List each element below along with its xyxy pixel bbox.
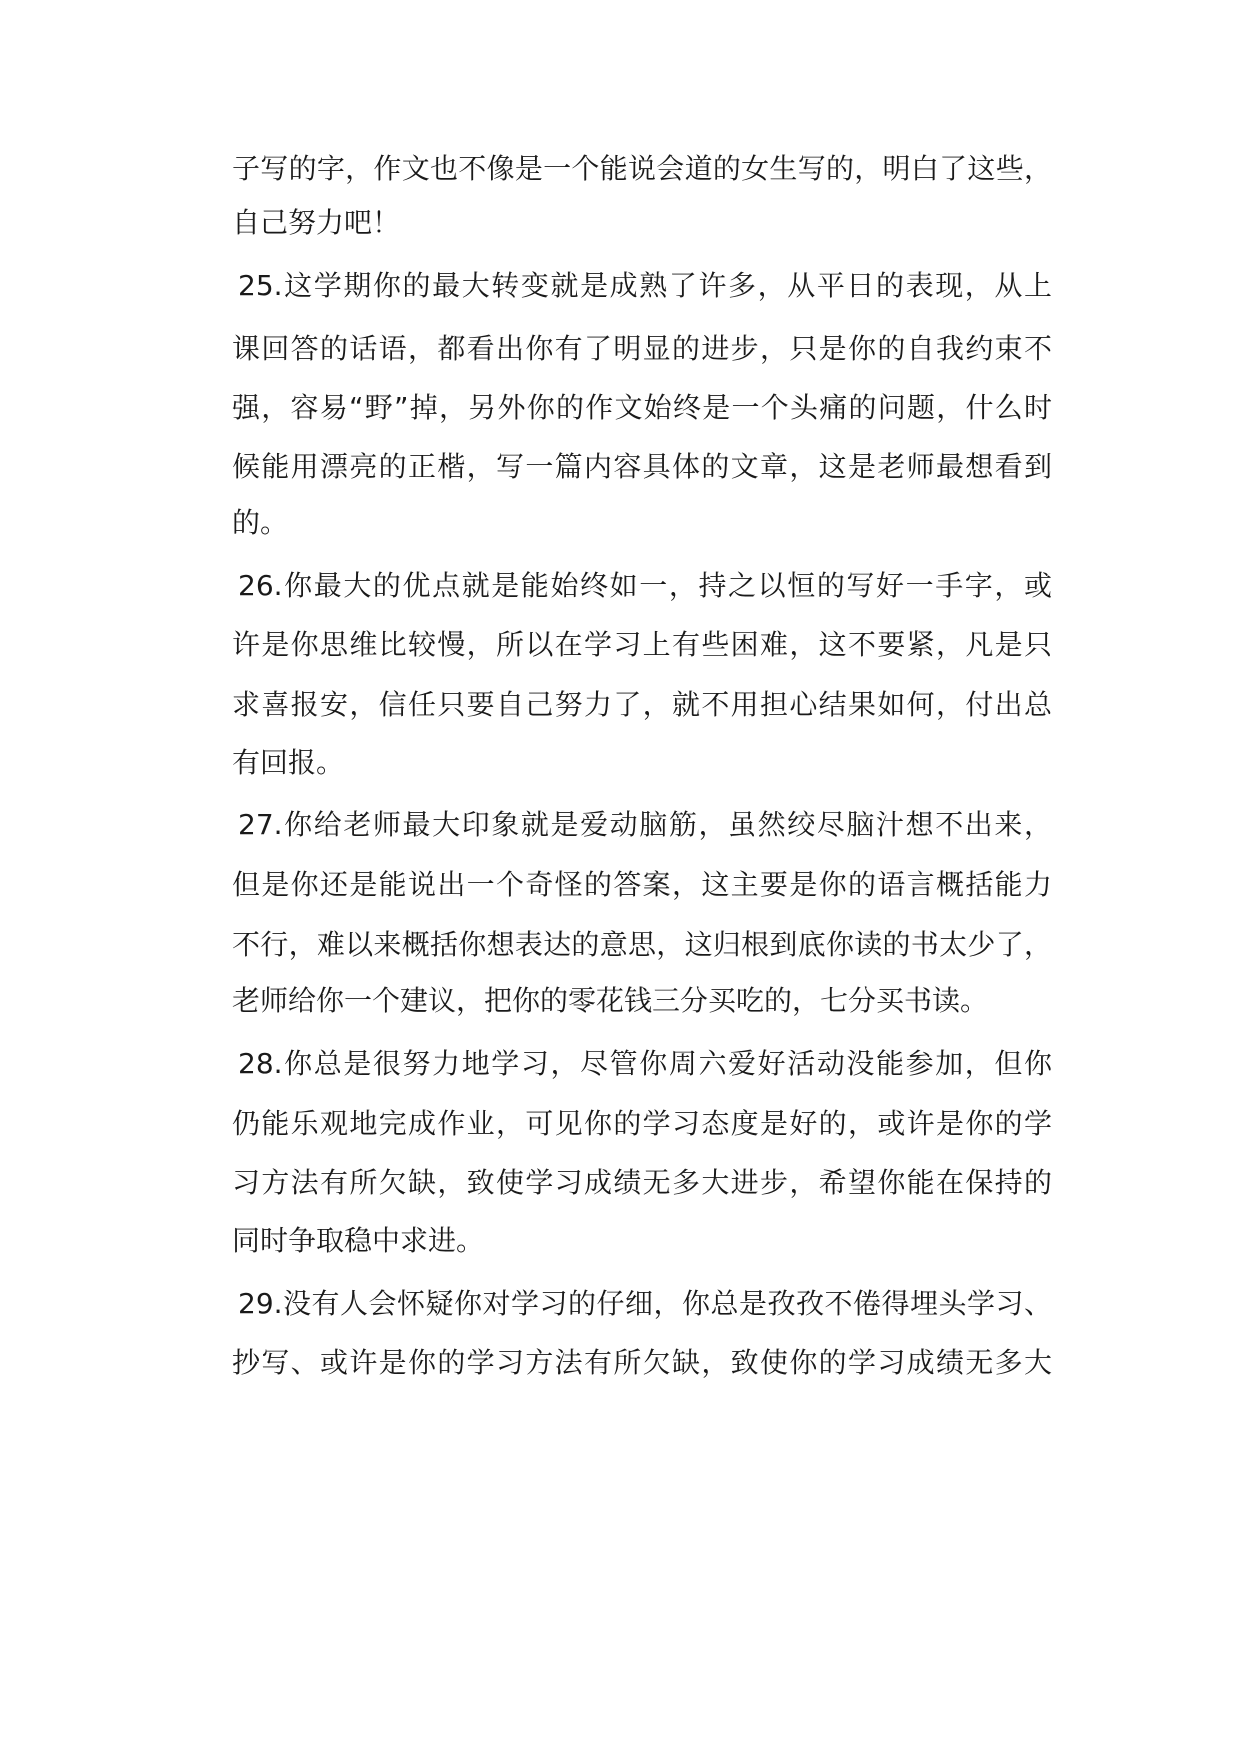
paragraph-line: 课回答的话语，都看出你有了明显的进步，只是你的自我约束不 xyxy=(232,332,1052,365)
paragraph-line: 抄写、或许是你的学习方法有所欠缺，致使你的学习成绩无多大 xyxy=(232,1346,1052,1379)
paragraph-line: 不行，难以来概括你想表达的意思，这归根到底你读的书太少了， xyxy=(232,928,1052,961)
paragraph-line: 习方法有所欠缺，致使学习成绩无多大进步，希望你能在保持的 xyxy=(232,1166,1052,1199)
paragraph-line: 有回报。 xyxy=(232,746,345,779)
paragraph-line: 28.你总是很努力地学习，尽管你周六爱好活动没能参加，但你 xyxy=(238,1047,1052,1080)
paragraph-line: 仍能乐观地完成作业，可见你的学习态度是好的，或许是你的学 xyxy=(232,1107,1052,1140)
paragraph-line: 求喜报安，信任只要自己努力了，就不用担心结果如何，付出总 xyxy=(232,688,1052,721)
paragraph-line: 29.没有人会怀疑你对学习的仔细，你总是孜孜不倦得埋头学习、 xyxy=(238,1287,1052,1320)
paragraph-line: 许是你思维比较慢，所以在学习上有些困难，这不要紧，凡是只 xyxy=(232,628,1052,661)
paragraph-line: 26.你最大的优点就是能始终如一，持之以恒的写好一手字，或 xyxy=(238,569,1052,602)
paragraph-line: 子写的字，作文也不像是一个能说会道的女生写的，明白了这些， xyxy=(232,152,1052,185)
paragraph-line: 老师给你一个建议，把你的零花钱三分买吃的，七分买书读。 xyxy=(232,984,989,1017)
paragraph-line: 候能用漂亮的正楷，写一篇内容具体的文章，这是老师最想看到 xyxy=(232,450,1052,483)
paragraph-line: 但是你还是能说出一个奇怪的答案，这主要是你的语言概括能力 xyxy=(232,868,1052,901)
paragraph-line: 自己努力吧！ xyxy=(232,206,401,239)
paragraph-line: 27.你给老师最大印象就是爱动脑筋，虽然绞尽脑汁想不出来， xyxy=(238,808,1052,841)
paragraph-line: 同时争取稳中求进。 xyxy=(232,1224,485,1257)
paragraph-line: 的。 xyxy=(232,506,289,539)
paragraph-line: 强，容易“野”掉，另外你的作文始终是一个头痛的问题，什么时 xyxy=(232,391,1052,424)
paragraph-line: 25.这学期你的最大转变就是成熟了许多，从平日的表现，从上 xyxy=(238,269,1052,302)
